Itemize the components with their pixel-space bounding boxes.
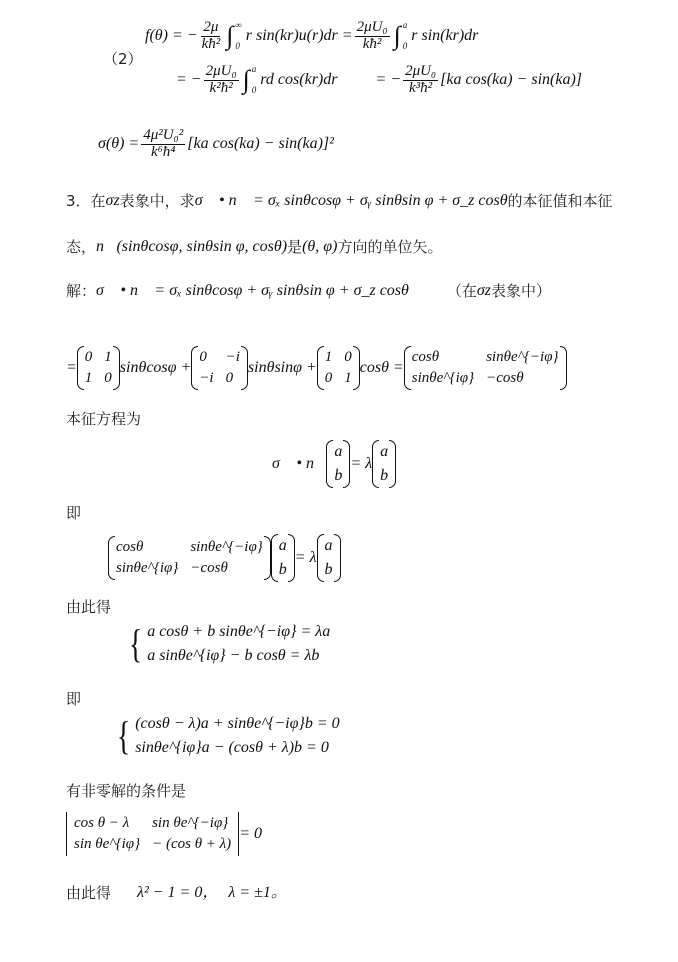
final-equation: λ = ±1。 <box>228 883 287 901</box>
youci-label: 由此得 <box>66 598 112 616</box>
problem-text: 方向的单位矢。 <box>337 238 443 256</box>
determinant-equation <box>66 814 262 854</box>
subscript: z <box>113 191 120 209</box>
subscript: z <box>484 281 492 299</box>
term-text: sinθsinφ + <box>247 359 317 376</box>
result-matrix: cosθ sinθe^{−iφ} sinθe^{iφ} −cosθ <box>108 538 271 578</box>
problem-text: 3．在 <box>66 192 106 210</box>
integrand: r sin(kr)u(r)dr = <box>245 27 353 45</box>
system-line: a sinθe^{iφ} − b cosθ = λb <box>147 647 320 664</box>
fraction: $\frac{\text{4μ²U₀²}}{\text{k⁶ħ⁴}}$ <box>143 127 184 160</box>
integral-limits: ∞ 0 <box>235 20 242 52</box>
problem-expression: n⃗(sinθcosφ, sinθsin φ, cosθ) <box>96 237 288 255</box>
pauli-x-matrix: 0 1 1 0 <box>77 348 120 388</box>
column-vector: a b <box>271 536 295 580</box>
problem-text: 态， <box>66 238 97 256</box>
integrand: r sin(kr)dr <box>411 27 479 45</box>
pauli-matrix-expansion <box>66 348 567 388</box>
problem-text: 的本征值和本征 <box>507 192 613 210</box>
eq-tail: [ka cos(ka) − sin(ka)]² <box>187 135 334 153</box>
fraction: $\frac{2\mu}{\text{kħ²}}$ <box>201 19 221 52</box>
term-text: sinθcosφ + <box>119 359 192 376</box>
solution-expression: σ⃗ • n⃗ = σₓ sinθcosφ + σᵧ sinθsin φ + σ_z cosθ <box>96 281 409 299</box>
system-line: (cosθ − λ)a + sinθe^{−iφ}b = 0 <box>135 715 340 732</box>
eq-mid: = λ <box>350 455 373 472</box>
pauli-z-matrix: 1 0 0 1 <box>317 348 360 388</box>
brace-symbol: { <box>116 713 131 758</box>
integral-sign: ∫ <box>226 21 234 51</box>
equation-f-theta-line1 <box>145 20 478 53</box>
eigen-equation <box>272 442 396 486</box>
equation-f-theta-line2 <box>176 64 582 97</box>
integrand: rd cos(kr)dr <box>260 71 338 89</box>
cross-section-equation <box>98 128 334 161</box>
integral-limits: a 0 <box>251 64 257 96</box>
eq-lhs: σ⃗ • n⃗ <box>272 455 327 472</box>
brace-symbol: { <box>128 621 143 666</box>
fraction: $\frac{\text{2μU₀}}{\text{k²ħ²}}$ <box>205 63 237 96</box>
final-label: 由此得 <box>66 884 112 902</box>
matrix-eigen-equation <box>108 536 341 580</box>
final-equation: λ² − 1 = 0， <box>137 883 219 901</box>
problem3-line1 <box>66 190 613 211</box>
problem-text: 表象中，求 <box>119 192 195 210</box>
fraction: $\frac{\text{2μU₀}}{\text{kħ²}}$ <box>356 19 388 52</box>
problem-expression: (θ, φ) <box>302 237 338 255</box>
eq-lhs: σ(θ) = <box>98 135 140 153</box>
eq-lhs: f(θ) = − <box>145 27 198 45</box>
solution-line <box>66 280 551 301</box>
problem3-line2 <box>66 236 442 257</box>
sigma-symbol: σ <box>105 191 114 209</box>
system-line: sinθe^{iφ}a − (cosθ + λ)b = 0 <box>135 739 329 756</box>
note-text: 表象中） <box>491 282 552 300</box>
pauli-y-matrix: 0 −i −i 0 <box>191 348 248 388</box>
equation-system-1 <box>126 621 331 666</box>
ji-label: 即 <box>66 690 82 708</box>
item-label: （2） <box>103 50 143 68</box>
sigma-symbol: σ <box>476 281 485 299</box>
integral-sign: ∫ <box>393 21 401 51</box>
integral-limits: a 0 <box>402 20 408 52</box>
determinant: cos θ − λ sin θe^{−iφ} sin θe^{iφ} − (cos θ + λ) <box>66 814 239 854</box>
equation-system-2 <box>114 713 340 758</box>
problem-expression: σ⃗ • n⃗ = σₓ sinθcosφ + σᵧ sinθsin φ + σ_z cosθ <box>194 191 508 209</box>
system-line: a cosθ + b sinθe^{−iφ} = λa <box>147 623 331 640</box>
final-result-line <box>66 882 287 903</box>
term-text: cosθ = <box>359 359 404 376</box>
problem-text: 是 <box>287 238 303 256</box>
eq-rhs: = 0 <box>239 825 262 842</box>
eq-lead: = − <box>176 71 202 89</box>
eq-mid: = λ <box>294 549 317 566</box>
column-vector: a b <box>326 442 350 486</box>
solution-label: 解： <box>66 282 97 300</box>
ji-label: 即 <box>66 504 82 522</box>
column-vector: a b <box>372 442 396 486</box>
result-matrix: cosθ sinθe^{−iφ} sinθe^{iφ} −cosθ <box>404 348 567 388</box>
section-heading: 有非零解的条件是 <box>66 782 187 800</box>
eq-mid: = − <box>375 71 402 89</box>
integral-sign: ∫ <box>242 65 250 95</box>
fraction: $\frac{\text{2μU₀}}{\text{k³ħ²}}$ <box>405 63 437 96</box>
section-heading: 本征方程为 <box>66 410 142 428</box>
column-vector: a b <box>317 536 341 580</box>
note-text: （在 <box>446 282 477 300</box>
eq-tail: [ka cos(ka) − sin(ka)] <box>440 71 583 89</box>
eq-lead: = <box>66 359 77 376</box>
